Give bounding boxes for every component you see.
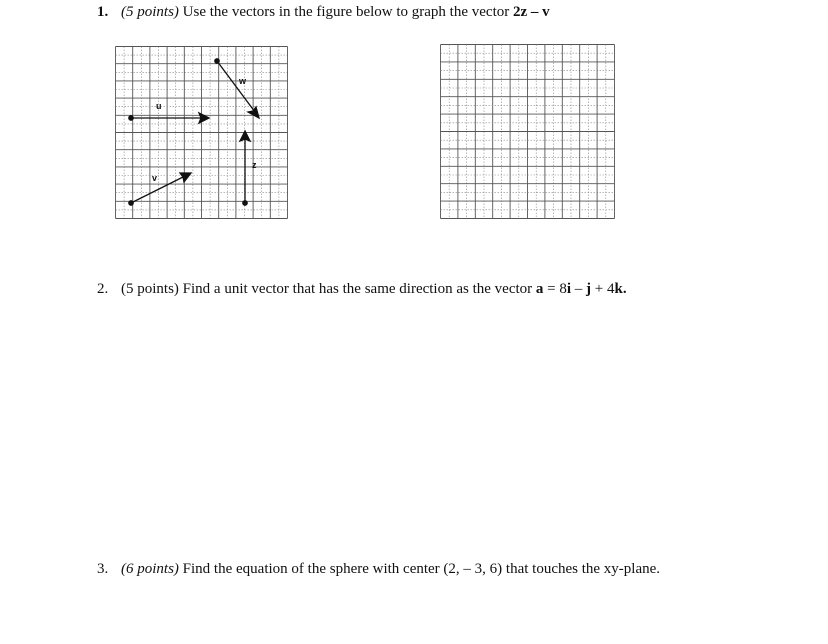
vector-v [129, 173, 191, 205]
question-2-expr-i: i [566, 281, 572, 297]
blank-graph-grid [440, 44, 616, 220]
vector-u [129, 113, 209, 123]
vector-figure [115, 46, 289, 220]
question-3 [97, 561, 660, 578]
question-2-number: 2. [97, 281, 109, 297]
label-v: v [152, 173, 158, 183]
vector-w [215, 59, 259, 118]
vector-z [240, 131, 250, 205]
question-1-number: 1. [97, 4, 109, 20]
question-3-text: Find the equation of the sphere with center (2, – 3, 6) that touches the xy-plane. [178, 561, 661, 577]
question-1 [97, 4, 550, 21]
vector-figure-grid [116, 47, 288, 219]
question-2-expr-eq: = 8 [543, 281, 567, 297]
question-3-points: (6 points) [121, 561, 179, 577]
question-2-expr-k: k. [614, 281, 627, 297]
question-1-points: (5 points) [121, 4, 179, 20]
question-2-text: Find a unit vector that has the same direction as the vector [178, 281, 536, 297]
label-w: w [239, 76, 247, 86]
question-2-expr-j: j [586, 281, 592, 297]
label-u: u [156, 101, 162, 111]
question-2-expr-plus: + 4 [591, 281, 615, 297]
blank-graph-grid-lines [441, 45, 615, 219]
question-3-number: 3. [97, 561, 109, 577]
question-2-expr-a: a [535, 281, 544, 297]
question-2 [97, 281, 627, 298]
question-2-expr-minus: – [571, 281, 587, 297]
question-1-expression: 2z – v [512, 4, 550, 20]
label-z: z [252, 160, 257, 170]
question-1-text: Use the vectors in the figure below to graph the vector [178, 4, 513, 20]
question-2-points: (5 points) [121, 281, 179, 297]
